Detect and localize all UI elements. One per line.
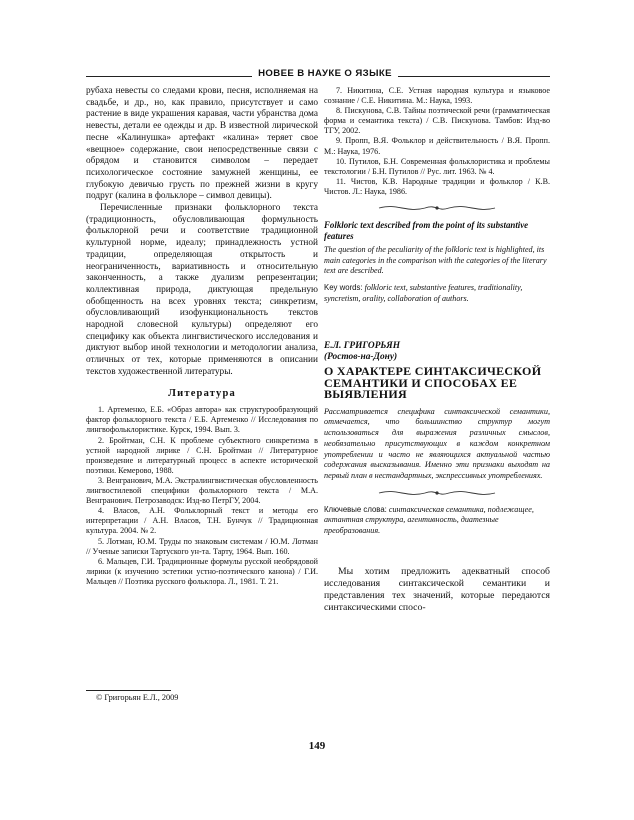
page-number: 149 [308, 740, 326, 752]
divider-ornament [377, 487, 497, 499]
english-abstract: The question of the peculiarity of the folkloric text is highlighted, its main categories in the comparison with the categories of the literary text are described. [324, 245, 547, 276]
divider-ornament [377, 202, 497, 214]
header-rule-right [398, 76, 550, 77]
reference-item: 7. Никитина, С.Е. Устная народная культура и языковое сознание / С.Е. Никитина. М.: Наука, 1993. [324, 86, 550, 106]
russian-keywords [324, 505, 550, 537]
reference-item: 2. Бройтман, С.Н. К проблеме субъектного синкретизма в устной народной лирике / С.Н. Бройтман // Литературное произведение и литературный процесс в аспекте исторической поэтики. Кемерово, 1988. [86, 435, 318, 475]
reference-item: 6. Мальцев, Г.И. Традиционные формулы русской необрядовой лирики (к изучению эстетики устно-поэтического канона) / Г.И. Мальцев // Поэтика русского фольклора. Л., 1981. Т. 21. [86, 556, 318, 586]
paragraph: рубаха невесты со следами крови, песня, исполняемая на свадьбе, и др., но, как правило, присутствует и само растение в виде украшения каравая, части убранства дома невесты, детали ее одежды и др. В известной лирической песне «Калинушка» артефакт «калина» теряет свое «вещное» содержание, свои непосредственные связи с обрядом и становится символом – передает психологическое состояние замужней женщины, ее глубокую девичью грусть по прежней жизни в кругу подруг (калина в фольклоре – символ девицы). [86, 86, 318, 202]
russian-abstract: Рассматривается специфика синтаксической семантики, отмечается, что большинство структур могут использоваться для выражения различных смыслов, необязательно присутствующих в каждом конкретном употреблении и часто не являющихся актуальной частью содержания высказывания. Именно эти признаки выходят на первый план в нестандартных, экспрессивных употреблениях. [324, 406, 550, 480]
header-rule-left [86, 76, 252, 77]
article-author: Е.Л. ГРИГОРЬЯН [324, 341, 401, 352]
keywords-label: Key words: [324, 283, 363, 292]
references-heading: Литература [168, 387, 236, 399]
keywords-text: синтаксическая семантика, подлежащее, актантная структура, агентивность, диатезные преобразования. [324, 504, 534, 535]
reference-item: 4. Власов, А.Н. Фольклорный текст и методы его интерпретации / А.Н. Власов, Т.Н. Бунчук // Традиционная культура. 2004. № 2. [86, 506, 318, 536]
copyright-note: © Григорьян Е.Л., 2009 [96, 693, 179, 702]
reference-item: 9. Пропп, В.Я. Фольклор и действительность / В.Я. Пропп. М.: Наука, 1976. [324, 136, 550, 156]
keywords-text: folkloric text, substantive features, traditionality, syncretism, orality, collaboration of authors. [324, 283, 523, 303]
reference-item: 3. Венгранович, М.А. Экстралингвистическая обусловленность лингвостилевой специфики фольклорного текста / М.А. Венгранович. Петрозаводск: Изд-во ПетрГУ, 2004. [86, 475, 318, 506]
keywords-label: Ключевые слова: [324, 504, 387, 514]
reference-item: 11. Чистов, К.В. Народные традиции и фольклор / К.В. Чистов. Л.: Наука, 1986. [324, 176, 550, 196]
reference-item: 5. Лотман, Ю.М. Труды по знаковым системам / Ю.М. Лотман // Ученые записки Тартуского ун-та. Тарту, 1964. Вып. 160. [86, 536, 318, 556]
running-header: НОВЕЕ В НАУКЕ О ЯЗЫКЕ [258, 68, 392, 79]
english-keywords [324, 283, 550, 304]
reference-item: 8. Пискунова, С.В. Тайны поэтической речи (грамматическая форма и семантика текста) / С.В. Пискунова. Тамбов: Изд-во ТГУ, 2002. [324, 106, 550, 136]
footnote-rule [86, 690, 171, 691]
article-body: Мы хотим предложить адекватный способ исследования синтаксической семантики и представления тех значений, которые передаются синтаксическими спосо- [324, 566, 550, 613]
right-column [324, 86, 550, 613]
reference-item: 10. Путилов, Б.Н. Современная фольклористика и проблемы текстологии / Б.Н. Путилов // Рус. лит. 1963. № 4. [324, 156, 550, 176]
paragraph: Перечисленные признаки фольклорного текста (традиционность, обусловливающая формульность фольклорной речи и соответствие традиционной культурной норме, идеалу; принадлежность устной традиции, определяющая открытость и неограниченность, вариативность и относительную законченность, а также дуализм репрезентации; коллективная природа, диктующая предельную обобщенность на всех уровнях текста; синкретизм, обусловливающий изофункциональность текстов народной словесной культуры) определяют его специфику как объекта лингвистического исследования и диктуют выбор иной технологии и методологии анализа, отличных от тех, которые применяются в описании текстов художественной литературы. [86, 203, 318, 377]
article-title: О ХАРАКТЕРЕ СИНТАКСИЧЕСКОЙ СЕМАНТИКИ И СПОСОБАХ ЕЕ ВЫЯВЛЕНИЯ [324, 364, 542, 402]
english-title: Folkloric text described from the point of its substantive features [324, 220, 529, 241]
reference-item: 1. Артеменко, Е.Б. «Образ автора» как структурообразующий фактор фольклорного текста / Е.Б. Артеменко // Исследования по лингвофольклористике. Курск, 1994. Вып. 3. [86, 405, 318, 435]
author-city: (Ростов-на-Дону) [324, 352, 398, 363]
left-column [86, 86, 318, 587]
